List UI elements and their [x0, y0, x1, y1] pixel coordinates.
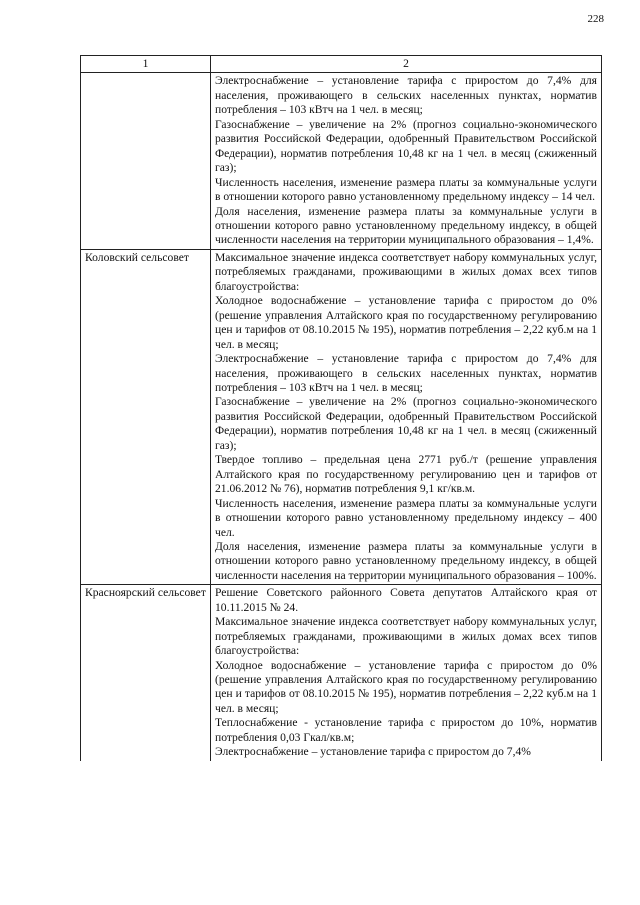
paragraph: Численность населения, изменение размера платы за коммунальные услуги в отношении которого равно установленному предельному индексу – 400 чел. [215, 496, 597, 539]
paragraph: Доля населения, изменение размера платы за коммунальные услуги в отношении которого равно установленному предельному индексу, в общей численности населения на территории муниципального образования – 1,4%. [215, 204, 597, 247]
column-header-2: 2 [211, 56, 602, 73]
index-description [211, 249, 602, 584]
table-header-row [81, 56, 602, 73]
paragraph: Решение Советского районного Совета депутатов Алтайского края от 10.11.2015 № 24. [215, 586, 597, 614]
paragraph: Твердое топливо – предельная цена 2771 руб./т (решение управления Алтайского края по государственному регулированию цен и тарифов от 21.06.2012 № 76), норматив потребления 9,1 кг/кв.м. [215, 453, 597, 496]
paragraph: Максимальное значение индекса соответствует набору коммунальных услуг, потребляемых гражданами, проживающими в жилых домах всех типов благоустройства: [215, 250, 597, 293]
municipality-name: Коловский сельсовет [81, 249, 211, 584]
paragraph: Газоснабжение – увеличение на 2% (прогноз социально-экономического развития Российской Федерации, одобренный Правительством Российской Федерации), норматив потребления 10,48 кг на 1 чел. в месяц (сжиженный газ); [215, 117, 597, 175]
paragraph: Электроснабжение – установление тарифа с приростом до 7,4% для населения, проживающего в сельских населенных пунктах, норматив потребления – 103 кВтч на 1 чел. в месяц; [215, 74, 597, 117]
paragraph: Численность населения, изменение размера платы за коммунальные услуги в отношении которого равно установленному предельному индексу – 14 чел. [215, 175, 597, 204]
paragraph: Теплоснабжение - установление тарифа с приростом до 10%, норматив потребления 0,03 Гкал/кв.м; [215, 716, 597, 744]
table-row [81, 73, 602, 249]
table-row [81, 585, 602, 761]
paragraph: Холодное водоснабжение – установление тарифа с приростом до 0% (решение управления Алтайского края по государственному регулированию цен и тарифов от 08.10.2015 № 195), норматив потребления – 2,22 куб.м на 1 чел. в месяц; [215, 658, 597, 715]
index-description [211, 585, 602, 761]
municipality-name: Красноярский сельсовет [81, 585, 211, 761]
column-header-1: 1 [81, 56, 211, 73]
table-row [81, 249, 602, 584]
municipality-name [81, 73, 211, 249]
page-number: 228 [587, 13, 604, 25]
paragraph: Газоснабжение – увеличение на 2% (прогноз социально-экономического развития Российской Федерации, одобренный Правительством Российской Федерации), норматив потребления 10,48 кг на 1 чел. в месяц (сжиженный газ); [215, 395, 597, 452]
paragraph: Холодное водоснабжение – установление тарифа с приростом до 0% (решение управления Алтайского края по государственному регулированию цен и тарифов от 08.10.2015 № 195), норматив потребления – 2,22 куб.м на 1 чел. в месяц; [215, 294, 597, 351]
index-description [211, 73, 602, 249]
paragraph: Электроснабжение – установление тарифа с приростом до 7,4% для населения, проживающего в сельских населенных пунктах, норматив потребления – 103 кВтч на 1 чел. в месяц; [215, 352, 597, 394]
paragraph: Доля населения, изменение размера платы за коммунальные услуги в отношении которого равно установленному предельному индексу, в общей численности населения на территории муниципального образования – 100%. [215, 539, 597, 582]
paragraph: Максимальное значение индекса соответствует набору коммунальных услуг, потребляемых гражданами, проживающими в жилых домах всех типов благоустройства: [215, 615, 597, 658]
paragraph: Электроснабжение – установление тарифа с приростом до 7,4% [215, 745, 531, 759]
municipal-index-table [80, 55, 602, 761]
